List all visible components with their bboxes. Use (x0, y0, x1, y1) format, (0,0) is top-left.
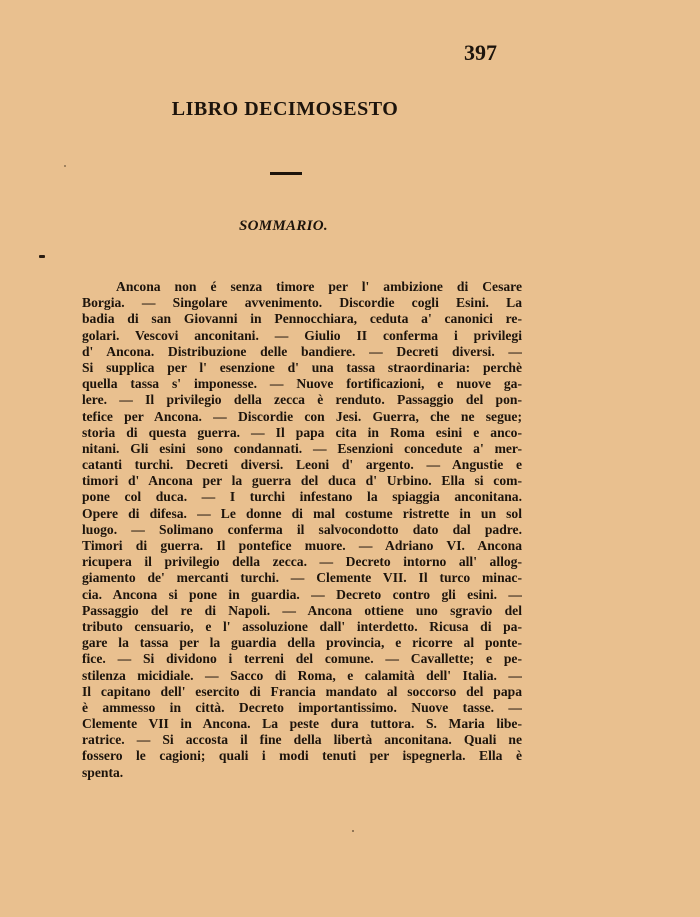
summary-line: Il capitano dell' esercito di Francia mandato al soccorso del papa (82, 683, 522, 699)
summary-line: fossero le cagioni; quali i modi tenuti per ispegnerla. Ella è (82, 748, 522, 764)
summary-line: gare la tassa per la guardia della provincia, e ricorre al ponte- (82, 635, 522, 651)
summary-line: catanti turchi. Decreti diversi. Leoni d' argento. — Angustie e (82, 457, 522, 473)
summary-line: è ammesso in città. Decreto importantissimo. Nuove tasse. — (82, 699, 522, 715)
summary-line: Clemente VII in Ancona. La peste dura tuttora. S. Maria libe- (82, 716, 522, 732)
summary-line: storia di questa guerra. — Il papa cita in Roma esini e anco- (82, 424, 522, 440)
summary-line: fice. — Si dividono i terreni del comune. — Cavallette; e pe- (82, 651, 522, 667)
summary-line: Ancona non é senza timore per l' ambizione di Cesare (116, 279, 522, 294)
summary-line: Borgia. — Singolare avvenimento. Discordie cogli Esini. La (82, 295, 522, 311)
summary-line: stilenza micidiale. — Sacco di Roma, e calamità dell' Italia. — (82, 667, 522, 683)
summary-line: cia. Ancona si pone in guardia. — Decreto contro gli esini. — (82, 586, 522, 602)
ink-speck (64, 165, 66, 167)
summary-line: Si supplica per l' esenzione d' una tassa straordinaria: perchè (82, 359, 522, 375)
summary-line: ratrice. — Si accosta il fine della libertà anconitana. Quali ne (82, 732, 522, 748)
summary-line: badia di san Giovanni in Pennocchiara, ceduta a' canonici re- (82, 311, 522, 327)
summary-line: nitani. Gli esini sono condannati. — Esenzioni concedute a' mer- (82, 440, 522, 456)
summary-line: tributo censuario, e l' assoluzione dall' interdetto. Ricusa di pa- (82, 618, 522, 634)
summary-line: Opere di difesa. — Le donne di mal costume ristrette in un sol (82, 505, 522, 521)
page-number: 397 (464, 40, 497, 65)
summary-line: d' Ancona. Distribuzione delle bandiere. — Decreti diversi. — (82, 343, 522, 359)
summary-line: Passaggio del re di Napoli. — Ancona ottiene uno sgravio del (82, 602, 522, 618)
summary-text (82, 279, 522, 781)
ink-speck (39, 255, 45, 258)
summary-line: golari. Vescovi anconitani. — Giulio II conferma i privilegi (82, 327, 522, 343)
summary-line: spenta. (82, 764, 124, 780)
summary-line: quella tassa s' imponesse. — Nuove fortificazioni, e nuove ga- (82, 376, 522, 392)
summary-line: tefice per Ancona. — Discordie con Jesi. Guerra, che ne segue; (82, 408, 522, 424)
summary-line: giamento de' mercanti turchi. — Clemente VII. Il turco minac- (82, 570, 522, 586)
book-title: LIBRO DECIMOSESTO (171, 98, 399, 120)
summary-line: ricupera il privilegio della zecca. — Decreto intorno all' allog- (82, 554, 522, 570)
section-heading: SOMMARIO. (239, 218, 328, 234)
title-rule (270, 172, 302, 175)
summary-line: pone col duca. — I turchi infestano la spiaggia anconitana. (82, 489, 522, 505)
summary-line: timori d' Ancona per la guerra del duca d' Urbino. Ella si com- (82, 473, 522, 489)
summary-line: Timori di guerra. Il pontefice muore. — Adriano VI. Ancona (82, 538, 522, 553)
summary-line: lere. — Il privilegio della zecca è renduto. Passaggio del pon- (82, 392, 522, 408)
summary-line: luogo. — Solimano conferma il salvocondotto dato dal padre. (82, 521, 522, 537)
ink-speck (352, 830, 354, 832)
